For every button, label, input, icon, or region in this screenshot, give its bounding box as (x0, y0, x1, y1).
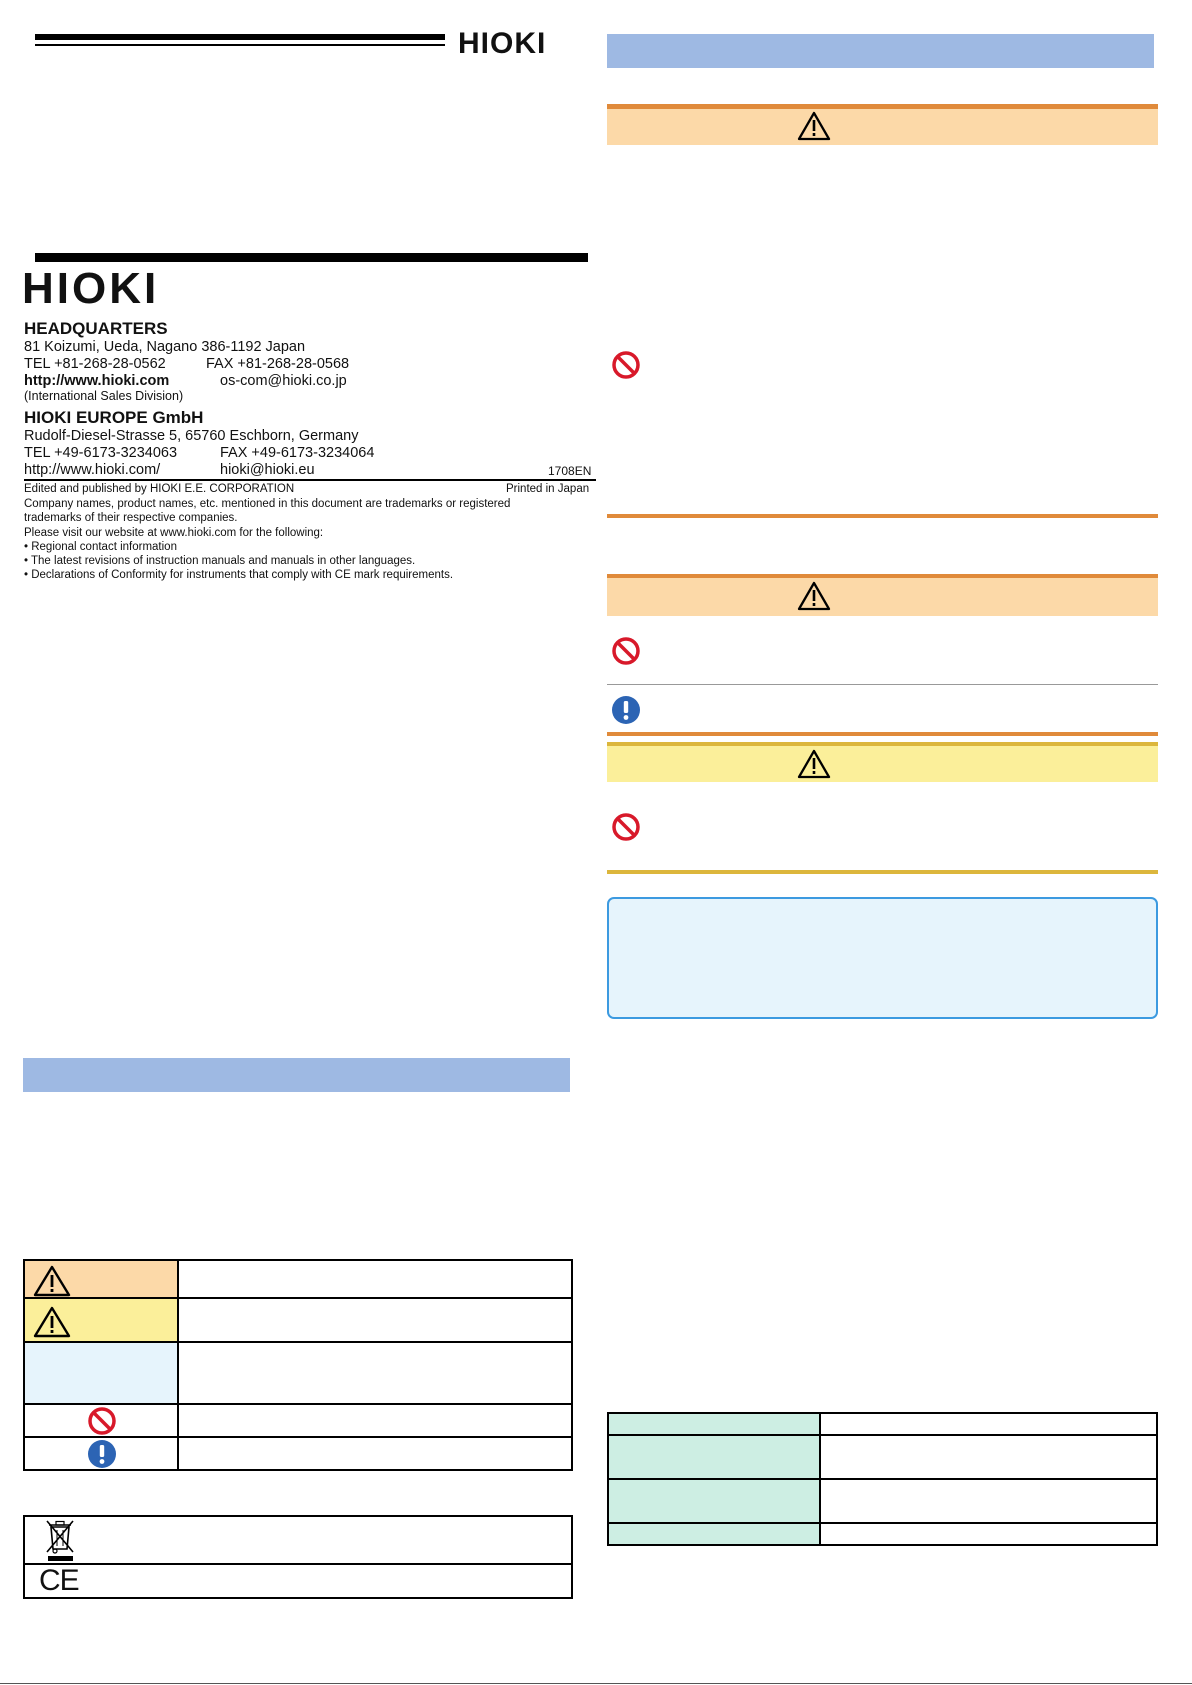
prohibited-legend-desc (178, 1404, 572, 1437)
printed-in: Printed in Japan (506, 483, 590, 495)
caution-legend-cell (24, 1298, 178, 1342)
warning-bottom-rule (607, 514, 1158, 518)
hq-tel: TEL +81-268-28-0562 (24, 356, 166, 372)
weee-cell (24, 1516, 85, 1564)
eu-address: Rudolf-Diesel-Strasse 5, 65760 Eschborn, Germany (24, 428, 359, 444)
spec-value-cell (820, 1479, 1157, 1523)
eu-fax: FAX +49-6173-3234064 (220, 445, 375, 461)
eu-email-link[interactable]: hioki@hioki.eu (220, 462, 315, 478)
mandatory-action-icon (611, 695, 641, 725)
warning-band (607, 109, 1158, 145)
caution-bottom-rule (607, 870, 1158, 874)
hq-email-link[interactable]: os-com@hioki.co.jp (220, 373, 347, 389)
hq-fax: FAX +81-268-28-0568 (206, 356, 350, 372)
symbols-legend-table (23, 1259, 573, 1471)
hq-url-link[interactable]: http://www.hioki.com (24, 373, 170, 389)
published-by: Edited and published by HIOKI E.E. CORPORATION (24, 483, 295, 495)
spec-label-cell (608, 1413, 820, 1435)
note-box (607, 897, 1158, 1019)
hq-address: 81 Koizumi, Ueda, Nagano 386-1192 Japan (24, 339, 306, 355)
warning-triangle-icon (33, 1265, 71, 1297)
ce-cell (24, 1564, 85, 1598)
weee-desc (85, 1516, 572, 1564)
specifications-table (607, 1412, 1158, 1546)
mandatory-legend-desc (178, 1437, 572, 1470)
ce-desc (85, 1564, 572, 1598)
eu-tel: TEL +49-6173-3234063 (24, 445, 178, 461)
ce-mark-icon: CE (39, 1564, 79, 1597)
warning-triangle-icon (33, 1306, 71, 1338)
weee-bin-icon (45, 1519, 79, 1563)
eu-url-link[interactable]: http://www.hioki.com/ (24, 462, 161, 478)
caution-band (607, 746, 1158, 782)
warning-triangle-icon (797, 581, 831, 611)
spec-value-cell (820, 1435, 1157, 1479)
europe-title: HIOKI EUROPE GmbH (24, 408, 204, 427)
caution-legend-desc (178, 1298, 572, 1342)
section-header-right (607, 34, 1154, 68)
page-bottom-rule (0, 1683, 1192, 1684)
note-legend-desc (178, 1342, 572, 1404)
spec-label-cell (608, 1523, 820, 1545)
bullet-item: • Regional contact information (24, 541, 177, 553)
section-header-left (23, 1058, 570, 1092)
top-rule-thin (35, 44, 445, 46)
prohibited-icon (611, 812, 641, 842)
visit-website: Please visit our website at www.hioki.com for the following: (24, 527, 324, 539)
warning2-divider (607, 684, 1158, 685)
footer-rule (24, 479, 596, 481)
warning-triangle-icon (797, 111, 831, 141)
headquarters-title: HEADQUARTERS (24, 319, 168, 338)
prohibited-icon (87, 1406, 117, 1436)
trademark-notice: Company names, product names, etc. mentioned in this document are trademarks or registered trademarks of their respective companies. (24, 498, 511, 524)
prohibited-icon (611, 636, 641, 666)
top-rule-thick (35, 34, 445, 40)
marks-table (23, 1515, 573, 1599)
mandatory-action-icon (87, 1439, 117, 1469)
address-rule (35, 253, 588, 262)
warning-legend-desc (178, 1260, 572, 1298)
warning-legend-cell (24, 1260, 178, 1298)
hq-division: (International Sales Division) (24, 389, 184, 403)
spec-label-cell (608, 1435, 820, 1479)
warning-triangle-icon (797, 749, 831, 779)
hioki-logo-small: HIOKI (458, 27, 547, 60)
bullet-item: • The latest revisions of instruction manuals and manuals in other languages. (24, 555, 416, 567)
spec-value-cell (820, 1413, 1157, 1435)
document-code: 1708EN (548, 464, 592, 478)
mandatory-legend-cell (24, 1437, 178, 1470)
spec-value-cell (820, 1523, 1157, 1545)
prohibited-icon (611, 350, 641, 380)
spec-label-cell (608, 1479, 820, 1523)
prohibited-legend-cell (24, 1404, 178, 1437)
warning2-bottom-rule (607, 732, 1158, 736)
note-legend-cell (24, 1342, 178, 1404)
warning2-band (607, 578, 1158, 616)
bullet-item: • Declarations of Conformity for instruments that comply with CE mark requirements. (24, 569, 454, 581)
hioki-logo-large: HIOKI (22, 264, 160, 313)
